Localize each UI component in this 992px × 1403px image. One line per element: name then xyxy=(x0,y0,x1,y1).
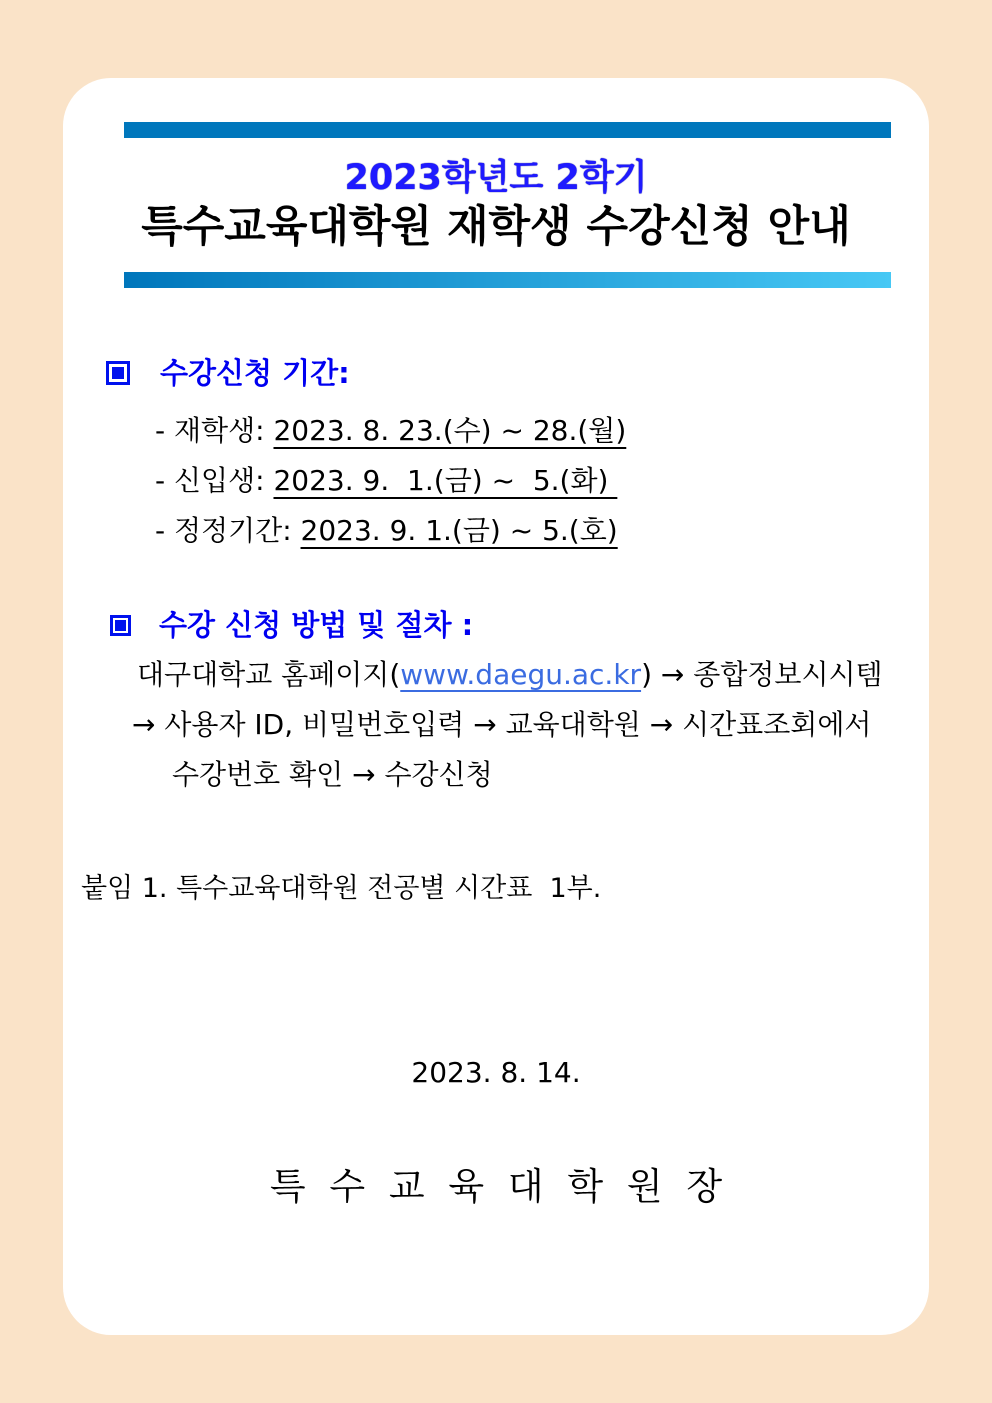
procedure-line-post: ) → 종합정보시시템 xyxy=(641,658,883,691)
item-value: 2023. 8. 23.(수) ~ 28.(월) xyxy=(273,414,627,447)
website-link[interactable]: www.daegu.ac.kr xyxy=(400,658,642,691)
item-label: - 재학생: xyxy=(155,414,274,447)
framed-square-icon xyxy=(110,615,131,636)
issue-date: 2023. 8. 14. xyxy=(411,1056,581,1089)
document-subtitle: 2023학년도 2학기 xyxy=(344,158,648,198)
section-registration-period xyxy=(63,356,929,556)
document-card xyxy=(63,78,929,1335)
item-value: 2023. 9. 1.(금) ~ 5.(호) xyxy=(300,514,618,547)
header-bottom-bar xyxy=(124,272,891,288)
list-item xyxy=(155,406,929,456)
attachment-note: 붙임 1. 특수교육대학원 전공별 시간표 1부. xyxy=(81,873,602,904)
section-heading-label: 수강신청 기간: xyxy=(160,356,350,390)
signature-dean: 특 수 교 육 대 학 원 장 xyxy=(269,1165,723,1208)
procedure-line-pre: 대구대학교 홈페이지( xyxy=(137,658,401,691)
document-title: 특수교육대학원 재학생 수강신청 안내 xyxy=(141,202,851,252)
section-heading xyxy=(110,608,929,642)
framed-square-icon xyxy=(106,361,130,385)
item-label: - 신입생: xyxy=(155,464,274,497)
schedule-list xyxy=(155,406,929,556)
header-top-bar xyxy=(124,122,891,138)
item-value: 2023. 9. 1.(금) ~ 5.(화) xyxy=(273,464,618,497)
procedure-line xyxy=(63,650,929,700)
list-item xyxy=(155,456,929,506)
list-item xyxy=(155,506,929,556)
item-label: - 정정기간: xyxy=(155,514,301,547)
section-registration-method xyxy=(63,608,929,800)
procedure-line: 수강번호 확인 → 수강신청 xyxy=(172,758,493,791)
procedure-text xyxy=(63,650,929,800)
section-heading-label: 수강 신청 방법 및 절차 : xyxy=(159,608,474,642)
procedure-line: → 사용자 ID, 비밀번호입력 → 교육대학원 → 시간표조회에서 xyxy=(132,708,872,741)
section-heading xyxy=(106,356,929,390)
